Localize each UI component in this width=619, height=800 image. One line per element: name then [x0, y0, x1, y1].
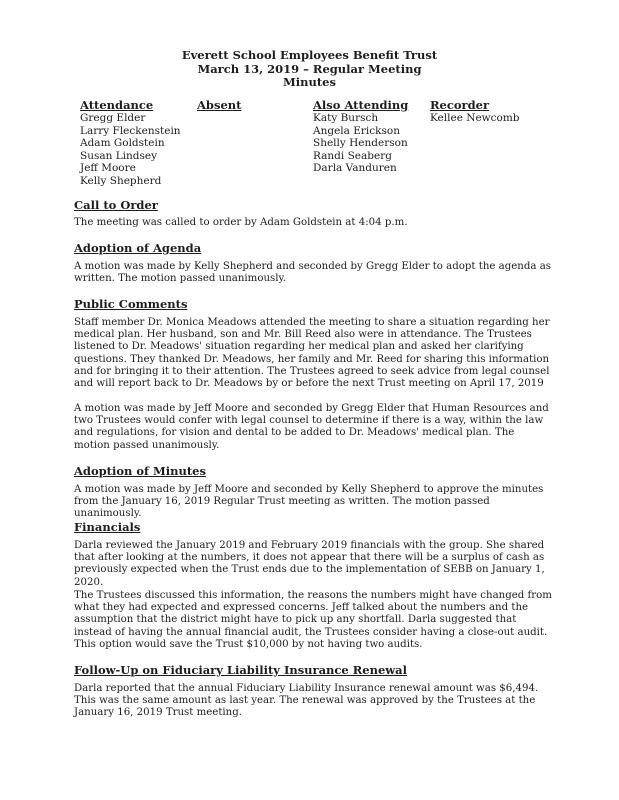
title-organization: Everett School Employees Benefit Trust [181, 48, 438, 62]
also-attending-name: Darla Vanduren [313, 162, 397, 175]
call-to-order-paragraph: The meeting was called to order by Adam Goldstein at 4:04 p.m. [74, 217, 408, 228]
attendee-name: Larry Fleckenstein [80, 124, 181, 137]
also-attending-column [313, 98, 408, 175]
title-minutes: Minutes [283, 75, 336, 89]
recorder-column [430, 98, 520, 125]
section-heading-adoption-of-agenda: Adoption of Agenda [74, 241, 202, 255]
attendee-name: Kelly Shepherd [80, 174, 162, 187]
attendance-header: Attendance [80, 98, 154, 112]
attendee-name: Adam Goldstein [80, 137, 165, 150]
also-attending-header: Also Attending [313, 98, 409, 112]
also-attending-name: Angela Erickson [313, 124, 400, 137]
also-attending-name: Shelly Henderson [313, 137, 408, 150]
absent-header: Absent [197, 98, 242, 112]
section-heading-call-to-order: Call to Order [74, 198, 158, 212]
attendance-column [80, 98, 181, 188]
attendee-name: Gregg Elder [80, 112, 146, 124]
also-attending-name: Katy Bursch [313, 112, 379, 124]
section-heading-adoption-of-minutes: Adoption of Minutes [74, 464, 206, 478]
public-comments-paragraph: Staff member Dr. Monica Meadows attended the meeting to share a situation regarding her medical plan. Her husband, son and Mr. Bill Reed also were in attendance. The Trustees listened to Dr. Meadows' situation regarding her medical plan and asked her clarifying questions. They thanked Dr. Meadows, her family and Mr. Reed for sharing this information and for bringing it to their attention. The Trustees agreed to seek advice from legal counsel and will report back to Dr. Meadows by or before the next Trust meeting on April 17, 2019 [74, 317, 550, 390]
section-heading-fiduciary-insurance: Follow-Up on Fiduciary Liability Insurance Renewal [74, 663, 407, 677]
adoption-of-minutes-paragraph: A motion was made by Jeff Moore and seconded by Kelly Shepherd to approve the minutes from the January 16, 2019 Regular Trust meeting as written. The motion passed unanimously. [74, 484, 544, 520]
title-meeting-date: March 13, 2019 – Regular Meeting [197, 61, 422, 76]
section-heading-financials: Financials [74, 520, 141, 534]
recorder-name: Kellee Newcomb [430, 112, 520, 124]
financials-discussion-paragraph: The Trustees discussed this information, the reasons the numbers might have changed from what they had expected and expressed concerns. Jeff talked about the numbers and the assumption that the district might have to pick up any shortfall. Darla suggested that instead of having the annual financial audit, the Trustees consider having a close-out audit. This option would save the Trust $10,000 by not having two audits. [74, 590, 552, 650]
also-attending-name: Randi Seaberg [313, 149, 392, 162]
absent-column [197, 98, 241, 112]
fiduciary-insurance-paragraph: Darla reported that the annual Fiduciary Liability Insurance renewal amount was $6,494. This was the same amount as last year. The renewal was approved by the Trustees at the January 16, 2019 Trust meeting. [74, 683, 539, 719]
public-comments-motion-paragraph: A motion was made by Jeff Moore and seconded by Gregg Elder that Human Resources and two Trustees would confer with legal counsel to determine if there is a way, within the law and regulations, for vision and dental to be added to Dr. Meadows' medical plan. The motion passed unanimously. [74, 403, 549, 451]
section-heading-public-comments: Public Comments [74, 297, 188, 311]
attendee-name: Jeff Moore [80, 162, 136, 175]
financials-paragraph: Darla reviewed the January 2019 and February 2019 financials with the group. She shared that after looking at the numbers, it does not appear that there will be a surplus of cash as previously expected when the Trust ends due to the implementation of SEBB on January 1, 2020. [74, 540, 545, 588]
recorder-header: Recorder [430, 98, 490, 112]
attendee-name: Susan Lindsey [80, 149, 158, 162]
adoption-of-agenda-paragraph: A motion was made by Kelly Shepherd and seconded by Gregg Elder to adopt the agenda as written. The motion passed unanimously. [74, 261, 551, 285]
document-title [0, 49, 619, 90]
